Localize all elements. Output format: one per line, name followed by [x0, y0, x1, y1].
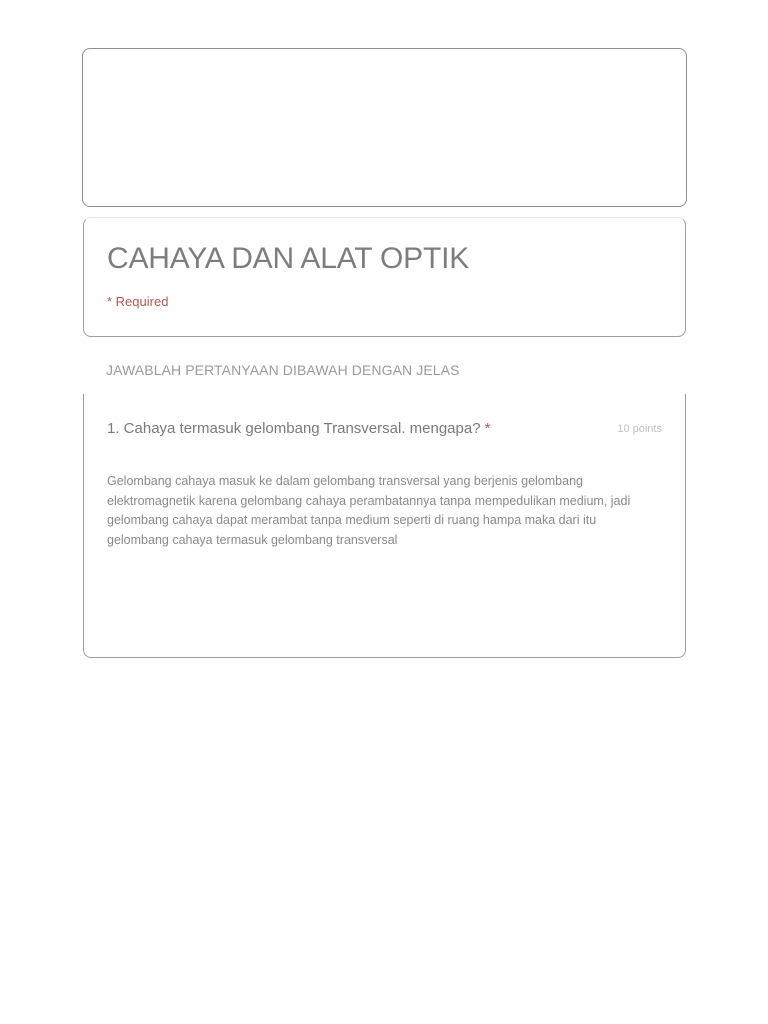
required-asterisk: *: [484, 420, 491, 437]
form-title: CAHAYA DAN ALAT OPTIK: [107, 242, 470, 275]
question-title-text: 1. Cahaya termasuk gelombang Transversal. mengapa?: [107, 420, 481, 437]
required-note: * Required: [107, 294, 169, 309]
question-points: 10 points: [617, 423, 662, 435]
header-banner: [82, 48, 687, 207]
answer-text: Gelombang cahaya masuk ke dalam gelombang transversal yang berjenis gelombang elektromagnetik karena gelombang cahaya perambatannya tanpa mempedulikan medium, jadi gelombang cahaya dapat merambat tanpa medium seperti di ruang hampa maka dari itu gelombang cahaya termasuk gelombang transversal: [107, 474, 631, 547]
question-card: [83, 394, 686, 658]
form-title-card: [83, 217, 686, 337]
question-title: [107, 420, 491, 437]
section-heading: JAWABLAH PERTANYAAN DIBAWAH DENGAN JELAS: [106, 362, 460, 378]
